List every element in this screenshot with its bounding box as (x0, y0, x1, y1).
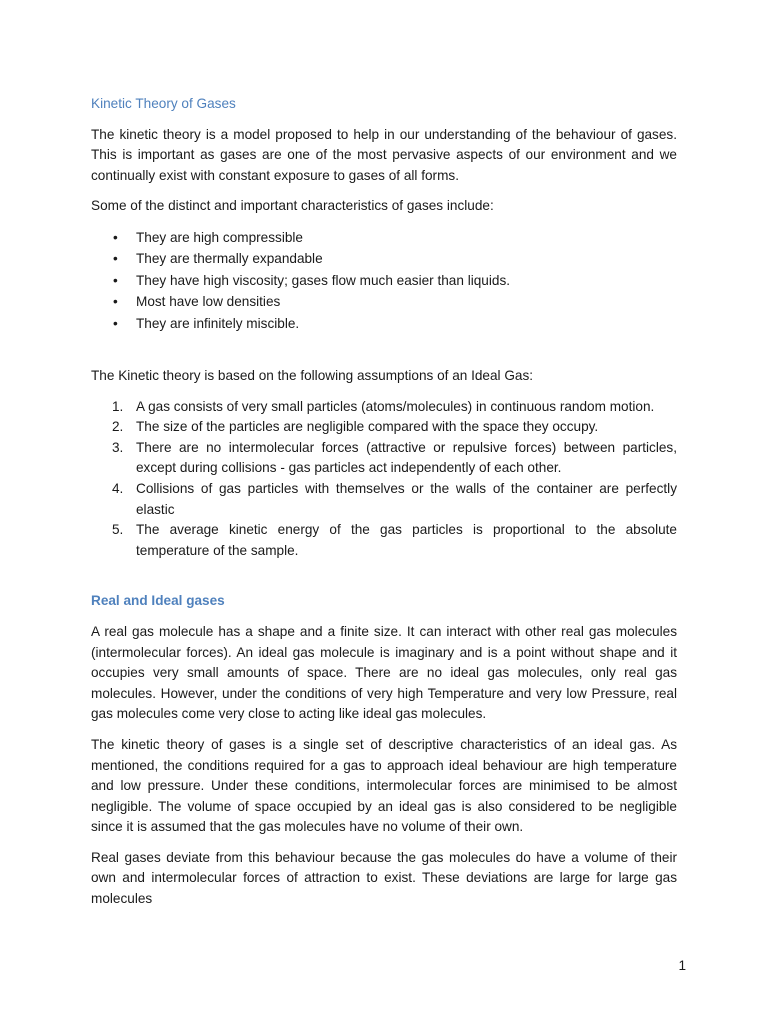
real-ideal-paragraph-2: The kinetic theory of gases is a single set of descriptive characteristics of an ideal gas. As mentioned, the conditions required for a gas to approach ideal behaviour are high temperature and low pressure. Under these conditions, intermolecular forces are minimised to be almost negligible. The volume of space occupied by an ideal gas is also considered to be negligible since it is assumed that the gas molecules have no volume of their own. (91, 736, 677, 835)
list-item (91, 313, 677, 334)
list-item-number: 4. (112, 480, 124, 496)
document-page (91, 94, 677, 920)
list-item (91, 438, 677, 479)
bullet-glyph: • (113, 315, 118, 331)
kinetic-theory-heading: Kinetic Theory of Gases (91, 96, 236, 111)
list-item (91, 270, 677, 291)
assumptions-list (91, 397, 677, 562)
bullet-glyph: • (113, 294, 118, 310)
page-number: 1 (678, 958, 686, 973)
list-item-text: They are thermally expandable (136, 251, 323, 267)
real-ideal-paragraph-3: Real gases deviate from this behaviour because the gas molecules do have a volume of their own and intermolecular forces of attraction to exist. These deviations are large for large gas molecules (91, 849, 677, 907)
characteristics-list (91, 227, 677, 334)
bullet-glyph: • (113, 229, 118, 245)
list-item-text: They are infinitely miscible. (136, 315, 300, 331)
bullet-glyph: • (113, 272, 118, 288)
bullet-glyph: • (113, 251, 118, 267)
list-item-text: Most have low densities (136, 294, 281, 310)
list-item-text: The average kinetic energy of the gas particles is proportional to the absolute temperature of the sample. (136, 522, 677, 558)
list-item-number: 5. (112, 522, 124, 538)
list-item-text: A gas consists of very small particles (atoms/molecules) in continuous random motion. (136, 398, 655, 414)
characteristics-intro: Some of the distinct and important characteristics of gases include: (91, 198, 494, 214)
spacer (91, 344, 677, 366)
assumptions-intro: The Kinetic theory is based on the following assumptions of an Ideal Gas: (91, 368, 534, 383)
list-item (91, 520, 677, 561)
list-item-number: 3. (112, 439, 124, 455)
list-item-text: Collisions of gas particles with themselves or the walls of the container are perfectly elastic (136, 480, 677, 517)
spacer (91, 571, 677, 591)
real-ideal-gases-heading: Real and Ideal gases (91, 593, 225, 609)
intro-paragraph: The kinetic theory is a model proposed to help in our understanding of the behaviour of gases. This is important as gases are one of the most pervasive aspects of our environment and we continually exist with constant exposure to gases of all forms. (91, 126, 677, 183)
list-item (91, 248, 677, 269)
list-item (91, 479, 677, 520)
list-item (91, 397, 677, 418)
list-item-text: They have high viscosity; gases flow much easier than liquids. (136, 272, 511, 288)
list-item-text: The size of the particles are negligible compared with the space they occupy. (136, 419, 599, 435)
list-item-text: They are high compressible (136, 229, 303, 245)
list-item-text: There are no intermolecular forces (attractive or repulsive forces) between particles, except during collisions - gas particles act independently of each other. (136, 439, 677, 476)
list-item (91, 291, 677, 312)
list-item-number: 2. (112, 419, 124, 435)
list-item-number: 1. (112, 398, 124, 414)
list-item (91, 417, 677, 438)
list-item (91, 227, 677, 248)
real-ideal-paragraph-1: A real gas molecule has a shape and a finite size. It can interact with other real gas molecules (intermolecular forces). An ideal gas molecule is imaginary and is a point without shape and it occupies very small amounts of space. There are no ideal gas molecules, only real gas molecules. However, under the conditions of very high Temperature and very low Pressure, real gas molecules come very close to acting like ideal gas molecules. (91, 623, 677, 722)
